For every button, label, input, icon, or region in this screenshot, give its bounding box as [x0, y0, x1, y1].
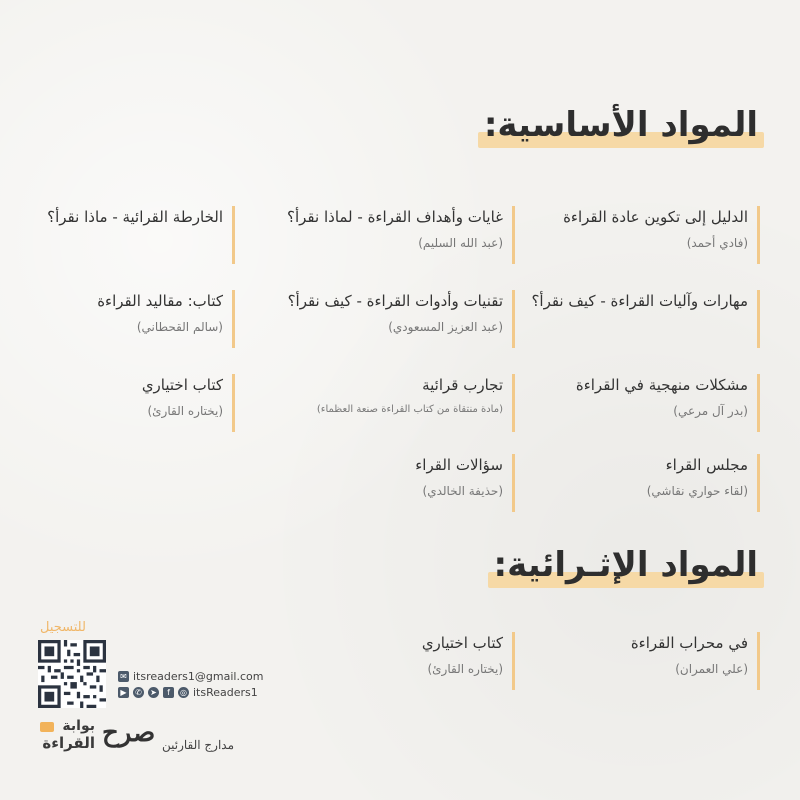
item-author: (لقاء حواري نقاشي) — [646, 484, 748, 498]
item-title: مهارات وآليات القراءة - كيف نقرأ؟ — [531, 292, 748, 310]
madarij-logo: مدارج القارئين — [162, 738, 235, 752]
item-title: غايات وأهداف القراءة - لماذا نقرأ؟ — [287, 208, 503, 226]
item-author: (فادي أحمد) — [686, 236, 748, 250]
item-author: (عبد الله السليم) — [418, 236, 503, 250]
item-title: مجلس القراء — [665, 456, 748, 474]
item-title: في محراب القراءة — [630, 634, 748, 652]
item-author: (حذيفة الخالدي) — [422, 484, 503, 498]
social-handle-text: itsReaders1 — [193, 686, 258, 699]
item-title: كتاب: مقاليد القراءة — [97, 292, 223, 310]
item-author: (سالم القحطاني) — [136, 320, 223, 334]
instagram-icon: ◎ — [178, 687, 189, 698]
youtube-icon: ▶ — [118, 687, 129, 698]
item-author: (يختاره القارئ) — [427, 662, 503, 676]
facebook-icon: f — [163, 687, 174, 698]
item-author: (عبد العزيز المسعودي) — [388, 320, 503, 334]
email-text: itsreaders1@gmail.com — [133, 670, 264, 683]
core-item — [518, 206, 760, 264]
core-item — [273, 374, 515, 432]
whatsapp-icon: ✆ — [133, 687, 144, 698]
core-item — [23, 374, 235, 432]
qr-code[interactable] — [38, 640, 106, 708]
item-author: (علي العمران) — [675, 662, 748, 676]
core-item — [23, 206, 235, 264]
email-icon: ✉ — [118, 671, 129, 682]
core-item — [518, 374, 760, 432]
sarh-logo: صرح — [102, 718, 156, 748]
contact-social[interactable] — [118, 686, 258, 699]
item-title: الخارطة القرائية - ماذا نقرأ؟ — [47, 208, 223, 226]
core-item — [273, 206, 515, 264]
item-author: (مادة منتقاة من كتاب القراءة صنعة العظماء) — [316, 404, 503, 415]
register-label: للتسجيل — [40, 620, 86, 635]
item-title: كتاب اختياري — [141, 376, 223, 394]
book-icon — [40, 722, 54, 732]
core-item — [273, 290, 515, 348]
item-title: مشكلات منهجية في القراءة — [575, 376, 748, 394]
enrichment-materials-heading: المواد الإثـرائية: — [494, 548, 759, 582]
telegram-icon: ➤ — [148, 687, 159, 698]
item-author: (يختاره القارئ) — [147, 404, 223, 418]
core-item — [23, 290, 235, 348]
contact-email[interactable] — [118, 670, 263, 683]
item-title: تقنيات وأدوات القراءة - كيف نقرأ؟ — [287, 292, 503, 310]
item-title: سؤالات القراء — [415, 456, 503, 474]
item-author: (بدر آل مرعي) — [673, 404, 748, 418]
core-materials-heading: المواد الأساسية: — [484, 108, 758, 142]
core-item — [273, 454, 515, 512]
item-title: تجارب قرائية — [422, 376, 503, 394]
reading-gate-logo: بوابة القراءة — [40, 718, 95, 762]
enrichment-item — [518, 632, 760, 690]
qr-code-image — [38, 640, 106, 708]
core-item — [518, 454, 760, 512]
item-title: الدليل إلى تكوين عادة القراءة — [563, 208, 748, 226]
enrichment-item — [273, 632, 515, 690]
core-item — [518, 290, 760, 348]
item-title: كتاب اختياري — [421, 634, 503, 652]
